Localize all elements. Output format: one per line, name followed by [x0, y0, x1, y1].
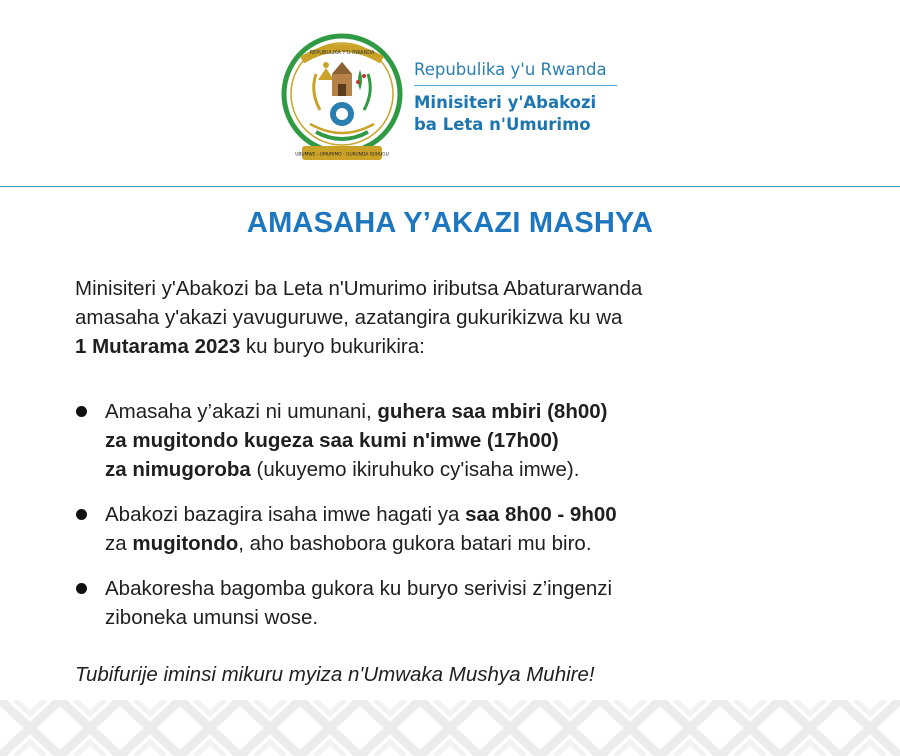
- rwanda-coat-of-arms-logo: [280, 30, 404, 170]
- imigongo-pattern-footer: [0, 700, 900, 756]
- svg-text:UBUMWE - UMURIMO - GUKUNDA IGI: UBUMWE - UMURIMO - GUKUNDA IGIHUGU: [295, 152, 389, 158]
- bullet-text: Amasaha y’akazi ni umunani,: [105, 400, 378, 423]
- page-title: AMASAHA Y’AKAZI MASHYA: [246, 207, 654, 239]
- bullet-emphasis: saa 8h00 - 9h00: [465, 503, 617, 526]
- ministry-name-line2: ba Leta n'Umurimo: [414, 115, 591, 134]
- bullet-line: [105, 397, 835, 426]
- bullet-icon: [76, 583, 87, 594]
- bullet-line: [105, 455, 835, 484]
- brand-divider: [414, 85, 617, 86]
- header-divider: [0, 186, 900, 187]
- republic-name: Repubulika y'u Rwanda: [414, 60, 607, 79]
- svg-text:REPUBULIKA Y'U RWANDA: REPUBULIKA Y'U RWANDA: [309, 50, 375, 56]
- intro-paragraph: [75, 274, 835, 361]
- bullet-text: , aho bashobora gukora batari mu biro.: [238, 532, 592, 555]
- ministry-brand: [414, 58, 624, 136]
- bullet-line: [105, 529, 835, 558]
- bullet-text: za: [105, 532, 133, 555]
- bullet-icon: [76, 406, 87, 417]
- ministry-name-line1: Minisiteri y'Abakozi: [414, 93, 597, 112]
- intro-line: amasaha y'akazi yavuguruwe, azatangira gukurikizwa ku wa: [75, 306, 623, 329]
- bullet-list: [75, 397, 835, 648]
- bullet-line: ziboneka umunsi wose.: [105, 606, 319, 629]
- bullet-icon: [76, 509, 87, 520]
- intro-text: ku buryo bukurikira:: [240, 335, 425, 358]
- bullet-line: [105, 426, 835, 455]
- closing-greeting: Tubifurije iminsi mikuru myiza n'Umwaka Mushya Muhire!: [75, 663, 595, 686]
- bullet-emphasis: za mugitondo kugeza saa kumi n'imwe (17h00): [105, 429, 559, 452]
- bullet-emphasis: za nimugoroba: [105, 458, 251, 481]
- intro-line: Minisiteri y'Abakozi ba Leta n'Umurimo iributsa Abaturarwanda: [75, 277, 643, 300]
- bullet-text: Abakozi bazagira isaha imwe hagati ya: [105, 503, 466, 526]
- list-item: [75, 397, 835, 484]
- intro-line: [75, 332, 835, 361]
- effective-date: 1 Mutarama 2023: [75, 335, 241, 358]
- bullet-emphasis: mugitondo: [132, 532, 239, 555]
- bullet-emphasis: guhera saa mbiri (8h00): [377, 400, 608, 423]
- bullet-line: Abakoresha bagomba gukora ku buryo serivisi z’ingenzi: [105, 577, 613, 600]
- bullet-text: (ukuyemo ikiruhuko cy'isaha imwe).: [250, 458, 580, 481]
- header: [0, 0, 900, 187]
- list-item: [75, 500, 835, 558]
- list-item: [75, 574, 835, 632]
- bullet-line: [105, 500, 835, 529]
